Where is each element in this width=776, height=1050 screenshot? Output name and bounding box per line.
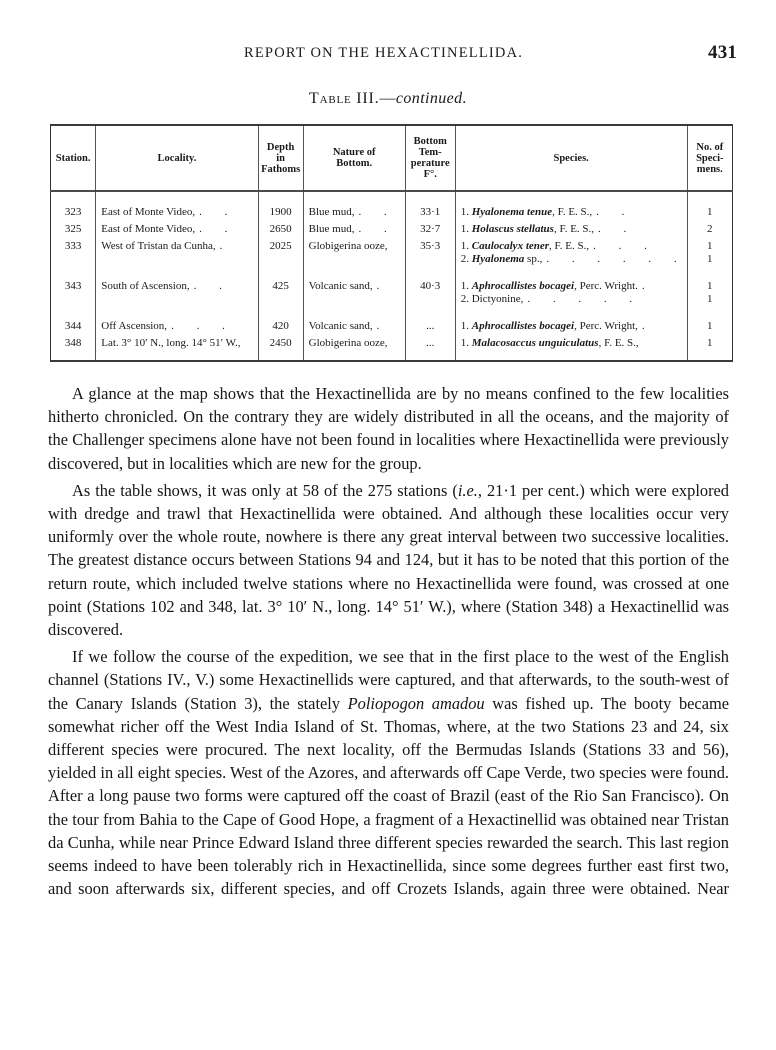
- species-entry: [461, 280, 687, 293]
- species-name: Hyalonema: [471, 253, 525, 265]
- cell-temp-text: 32·7: [420, 223, 441, 235]
- column-header-depth: [258, 125, 303, 191]
- species-name: Aphrocallistes bocagei: [471, 280, 575, 292]
- column-header-line: in: [276, 152, 285, 164]
- column-header-locality: [96, 125, 258, 191]
- column-header-temp: [405, 125, 455, 191]
- cell-depth: [258, 306, 303, 333]
- species-number: 1.: [460, 206, 469, 218]
- species-number: 1.: [460, 337, 469, 349]
- specimen-count: 1: [707, 293, 713, 305]
- species-number: 1.: [460, 223, 469, 235]
- species-entry: [461, 253, 687, 266]
- dot-leader: . . . . . .: [546, 253, 687, 265]
- paragraph-text: If we follow the course of the expedition, we see that in the first place to the west of the English channel (Stations IV., V.) some Hexactinellids were captured, and that afterwards, to the south-west of the Canary Islands (Station 3), the stately: [48, 647, 729, 713]
- table-row: [51, 219, 733, 236]
- cell-temp: [405, 219, 455, 236]
- species-entry: [461, 293, 687, 306]
- cell-bottom-text: Volcanic sand,: [308, 320, 373, 332]
- cell-count: [687, 306, 732, 333]
- dot-leader: . . .: [171, 320, 235, 332]
- column-header-line: F°.: [423, 169, 437, 180]
- species-entry: [461, 337, 687, 350]
- cell-temp: [405, 333, 455, 361]
- dot-leader: . . .: [593, 240, 657, 252]
- species-name: Aphrocallistes bocagei: [471, 320, 575, 332]
- species-entry: [461, 206, 687, 219]
- cell-bottom: [303, 266, 405, 306]
- cell-station: [51, 191, 96, 219]
- cell-bottom-text: Blue mud,: [308, 206, 355, 218]
- species-author: , Perc. Wright.: [574, 280, 638, 292]
- cell-locality: [96, 236, 258, 266]
- page-number: 431: [708, 42, 738, 63]
- dot-leader: .: [376, 320, 390, 332]
- dot-leader: .: [376, 280, 390, 292]
- cell-depth: [258, 191, 303, 219]
- paragraph-text: , 21·1 per cent.) which were explored with dredge and trawl that Hexactinellida were obtained. And although these localities occur very uniformly over the whole route, nowhere is there any great interval between two successive localities. The greatest distance occurs between Stations 94 and 124, but it has to be noted that this portion of the return route, which included twelve stations where no Hexactinellida were found, was crossed at one point (Stations 102 and 348, lat. 3° 10′ N., long. 14° 51′ W.), where (Station 348) a Hexactinellid was discovered.: [48, 480, 729, 640]
- cell-species: [455, 266, 687, 306]
- column-header-station: [51, 125, 96, 191]
- cell-bottom-text: Globigerina ooze,: [308, 337, 388, 349]
- cell-temp: [405, 306, 455, 333]
- cell-bottom: [303, 306, 405, 333]
- paragraph-text: was fished up. The booty became somewhat richer off the West India Island of St. Thomas, where, at the two Stations 23 and 24, six different species were procured. The next locality, off the Bermudas Islands (Stations 33 and 56), yielded in all eight species. West of the Azores, and afterwards off Cape Verde, two species were found. After a long pause two forms were captured off the coast of Brazil (east of the Rio San Francisco). On the tour from Bahia to the Cape of Good Hope, a fragment of a Hexactinellid was obtained near Tristan da Cunha, while near Prince Edward Island three different species rewarded the search. This last region seems indeed to have been tolerably rich in Hexactinellida, since some degrees further east first two, and soon afterwards six, different species, and off Crozets Islands, again three were obtained. Near: [48, 693, 729, 899]
- column-header-line: mens.: [696, 163, 723, 175]
- cell-count: [687, 333, 732, 361]
- species-author: , F. E. S.,: [598, 337, 639, 349]
- specimen-count: 1: [707, 253, 713, 265]
- cell-depth: [258, 266, 303, 306]
- cell-depth-text: 2025: [269, 240, 292, 252]
- column-header-line: perature: [410, 158, 450, 169]
- cell-bottom-text: Volcanic sand,: [308, 280, 373, 292]
- dot-leader: . .: [193, 280, 232, 292]
- specimen-count: 1: [707, 280, 713, 292]
- cell-locality-text: East of Monte Video,: [101, 223, 196, 235]
- specimen-count: 1: [707, 337, 713, 349]
- cell-temp-text: 35·3: [420, 240, 441, 252]
- paragraph: [48, 645, 729, 900]
- species-name: Malacosaccus unguiculatus: [471, 337, 599, 349]
- cell-bottom: [303, 219, 405, 236]
- cell-station-text: 323: [64, 206, 82, 218]
- cell-species: [455, 333, 687, 361]
- species-entry: [461, 240, 687, 253]
- column-header-line: No. of: [696, 141, 724, 153]
- specimen-count: 2: [707, 223, 713, 235]
- cell-locality-text: Off Ascension,: [101, 320, 168, 332]
- dot-leader: . .: [199, 206, 238, 218]
- cell-temp-text: 33·1: [420, 206, 441, 218]
- cell-species: [455, 236, 687, 266]
- cell-locality: [96, 219, 258, 236]
- species-name: Caulocalyx tener: [471, 240, 550, 252]
- species-author: , Perc. Wright,: [574, 320, 638, 332]
- table-header-row: [51, 125, 733, 191]
- table-row: [51, 266, 733, 306]
- dot-leader: .: [641, 280, 655, 292]
- dot-leader: .: [219, 240, 233, 252]
- cell-species: [455, 191, 687, 219]
- cell-count: [687, 266, 732, 306]
- cell-temp-text: ...: [426, 337, 435, 349]
- paragraph-text: A glance at the map shows that the Hexactinellida are by no means confined to the few localities hitherto chronicled. On the contrary they are widely distributed in all the oceans, and the majority of the Challenger specimens alone have not been found in localities where Hexactinellida were previously discovered, but in localities which are new for the group.: [48, 384, 729, 473]
- cell-depth-text: 2650: [269, 223, 292, 235]
- dot-leader: . .: [358, 223, 397, 235]
- specimen-count: 1: [707, 320, 713, 332]
- cell-locality-text: South of Ascension,: [101, 280, 190, 292]
- cell-station-text: 343: [64, 280, 82, 292]
- cell-bottom: [303, 236, 405, 266]
- table-row: [51, 236, 733, 266]
- cell-count: [687, 191, 732, 219]
- dot-leader: . .: [596, 206, 635, 218]
- column-header-line: Bottom: [413, 136, 447, 147]
- body-text: [48, 382, 729, 900]
- table-row: [51, 333, 733, 361]
- species-name: Holascus stellatus: [471, 223, 554, 235]
- column-header-species: [455, 125, 687, 191]
- column-header-line: Bottom.: [336, 158, 373, 169]
- cell-locality-text: Lat. 3° 10′ N., long. 14° 51′ W.,: [101, 337, 241, 349]
- cell-station: [51, 333, 96, 361]
- species-author: sp.,: [524, 253, 543, 265]
- column-header-count: [687, 125, 732, 191]
- cell-locality: [96, 266, 258, 306]
- species-number: 2.: [460, 253, 469, 265]
- dot-leader: . . . . .: [527, 293, 643, 305]
- species-author: , F. E. S.,: [553, 223, 595, 235]
- species-number: 1.: [460, 280, 469, 292]
- running-head: [0, 42, 776, 66]
- cell-count: [687, 236, 732, 266]
- cell-species: [455, 306, 687, 333]
- species-author: , F. E. S.,: [552, 206, 593, 218]
- cell-station-text: 344: [64, 320, 82, 332]
- species-number: 1.: [460, 320, 469, 332]
- species-number: 2.: [460, 293, 469, 305]
- cell-temp: [405, 266, 455, 306]
- cell-depth-text: 420: [272, 320, 289, 332]
- cell-depth-text: 2450: [269, 337, 292, 349]
- table-caption-label: Table III.: [309, 90, 380, 107]
- cell-depth-text: 425: [272, 280, 289, 292]
- cell-station: [51, 236, 96, 266]
- column-header-line: Speci-: [696, 152, 724, 164]
- italic-text: Poliopogon amadou: [347, 693, 485, 713]
- paragraph: [48, 382, 729, 475]
- cell-locality: [96, 191, 258, 219]
- cell-locality-text: West of Tristan da Cunha,: [101, 240, 216, 252]
- cell-count: [687, 219, 732, 236]
- cell-depth: [258, 333, 303, 361]
- cell-temp-text: ...: [426, 320, 435, 332]
- table-caption-continued: continued.: [395, 90, 467, 107]
- species-author: , F. E. S.,: [549, 240, 590, 252]
- table-row: [51, 306, 733, 333]
- species-number: 1.: [460, 240, 469, 252]
- column-header-line: Fathoms: [261, 163, 301, 175]
- running-title: REPORT ON THE HEXACTINELLIDA.: [244, 44, 524, 62]
- table-row: [51, 191, 733, 219]
- table-caption: [0, 90, 776, 108]
- column-header-line: Depth: [266, 141, 295, 153]
- dot-leader: .: [641, 320, 655, 332]
- cell-depth: [258, 236, 303, 266]
- cell-temp: [405, 191, 455, 219]
- cell-locality: [96, 333, 258, 361]
- column-header-line: Species.: [553, 152, 589, 164]
- paragraph: [48, 479, 729, 641]
- cell-bottom-text: Globigerina ooze,: [308, 240, 388, 252]
- cell-station-text: 333: [64, 240, 82, 252]
- specimen-count: 1: [707, 206, 713, 218]
- species-author: Dictyonine,: [471, 293, 524, 305]
- species-name: Hyalonema tenue: [471, 206, 553, 218]
- table-body: [51, 191, 733, 361]
- cell-station-text: 325: [64, 223, 82, 235]
- cell-station-text: 348: [64, 337, 82, 349]
- cell-depth: [258, 219, 303, 236]
- cell-bottom-text: Blue mud,: [308, 223, 355, 235]
- column-header-line: Tem-: [418, 147, 442, 158]
- cell-depth-text: 1900: [269, 206, 292, 218]
- cell-temp-text: 40·3: [420, 280, 441, 292]
- column-header-bottom: [303, 125, 405, 191]
- cell-station: [51, 219, 96, 236]
- paragraph-text: As the table shows, it was only at 58 of the 275 stations (: [72, 480, 458, 500]
- cell-species: [455, 219, 687, 236]
- stations-table: [50, 124, 733, 362]
- cell-station: [51, 266, 96, 306]
- cell-bottom: [303, 333, 405, 361]
- table-caption-dash: —: [379, 90, 396, 107]
- cell-temp: [405, 236, 455, 266]
- specimen-count: 1: [707, 240, 713, 252]
- column-header-line: Nature of: [332, 147, 376, 158]
- cell-bottom: [303, 191, 405, 219]
- species-entry: [461, 320, 687, 333]
- dot-leader: . .: [199, 223, 238, 235]
- dot-leader: . .: [358, 206, 397, 218]
- column-header-line: Station.: [55, 152, 91, 164]
- species-entry: [461, 223, 687, 236]
- cell-locality: [96, 306, 258, 333]
- dot-leader: . .: [598, 223, 637, 235]
- italic-text: i.e.: [457, 480, 478, 500]
- cell-locality-text: East of Monte Video,: [101, 206, 196, 218]
- cell-station: [51, 306, 96, 333]
- column-header-line: Locality.: [157, 152, 197, 164]
